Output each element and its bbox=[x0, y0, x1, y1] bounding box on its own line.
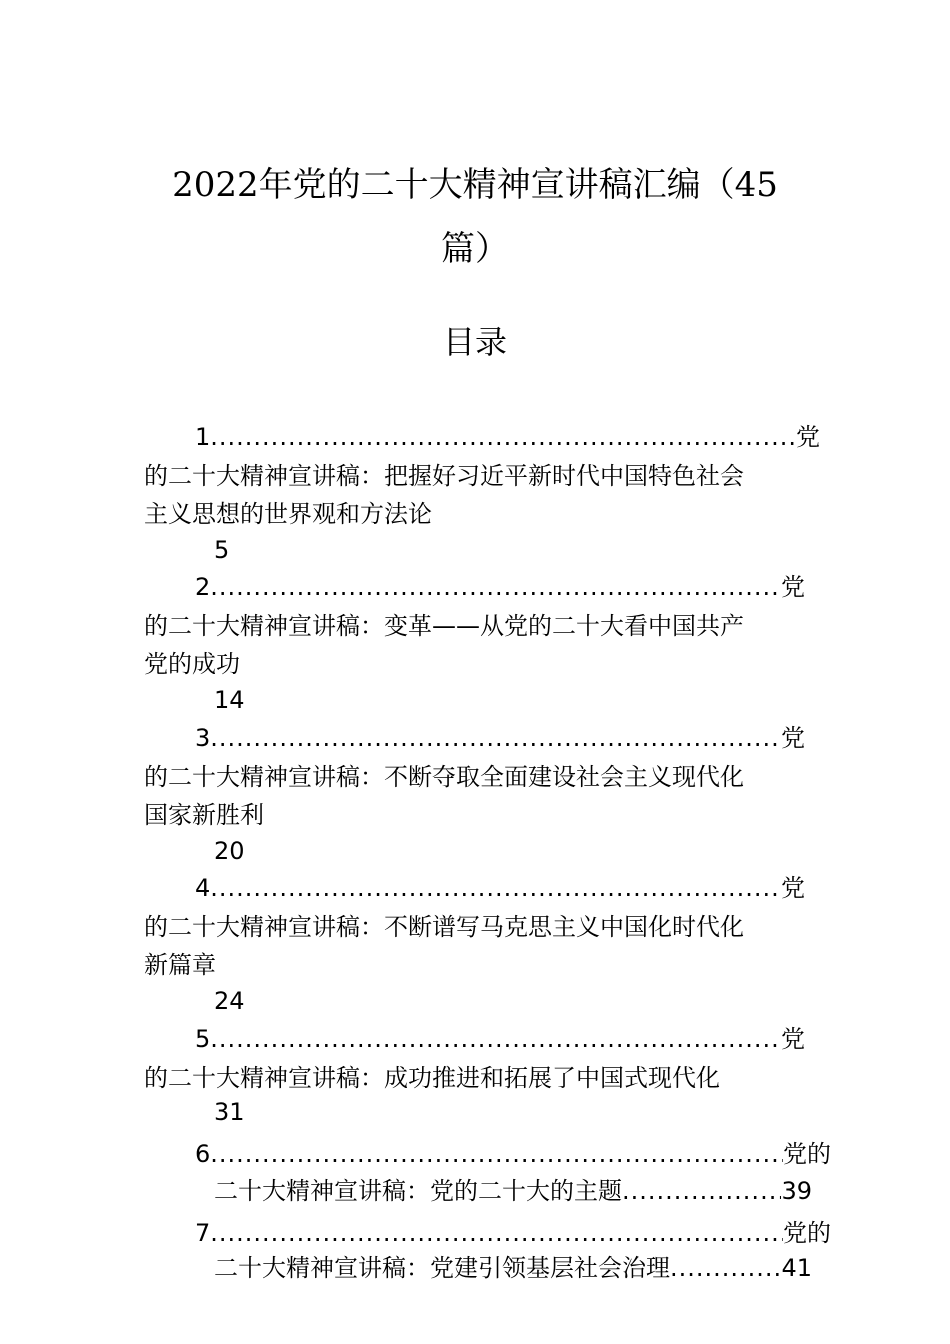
toc-entry-7-text-row[interactable] bbox=[214, 1249, 812, 1287]
leader-dots bbox=[210, 568, 781, 606]
toc-entry-head: 党 bbox=[781, 724, 805, 752]
toc-entry-head: 党的 bbox=[783, 1140, 831, 1168]
leader-dots bbox=[210, 1020, 781, 1058]
toc-entry-text: 二十大精神宣讲稿：党的二十大的主题 bbox=[214, 1177, 622, 1205]
toc-entry-number: 3 bbox=[195, 724, 211, 752]
toc-entry-number: 7 bbox=[195, 1219, 211, 1247]
toc-heading: 目录 bbox=[442, 323, 507, 361]
toc-entry-3-text-1[interactable]: 的二十大精神宣讲稿：不断夺取全面建设社会主义现代化 bbox=[144, 763, 744, 791]
leader-dots bbox=[210, 1214, 783, 1252]
toc-entry-4-page: 24 bbox=[214, 987, 245, 1015]
toc-entry-1-page: 5 bbox=[214, 536, 230, 564]
toc-entry-2-text-1[interactable]: 的二十大精神宣讲稿：变革——从党的二十大看中国共产 bbox=[144, 612, 744, 640]
toc-entry-head: 党 bbox=[796, 423, 820, 451]
toc-entry-6-text-row[interactable] bbox=[214, 1172, 812, 1210]
toc-entry-5-lead[interactable] bbox=[195, 1020, 805, 1058]
leader-dots bbox=[210, 1135, 783, 1173]
toc-entry-3-text-2[interactable]: 国家新胜利 bbox=[144, 801, 264, 829]
toc-entry-1-lead[interactable] bbox=[195, 418, 820, 456]
toc-entry-page: 41 bbox=[781, 1254, 812, 1282]
leader-dots bbox=[210, 869, 781, 907]
toc-entry-head: 党 bbox=[781, 874, 805, 902]
toc-entry-number: 1 bbox=[195, 423, 211, 451]
toc-entry-1-text-1[interactable]: 的二十大精神宣讲稿：把握好习近平新时代中国特色社会 bbox=[144, 462, 744, 490]
toc-entry-number: 5 bbox=[195, 1025, 211, 1053]
toc-entry-3-lead[interactable] bbox=[195, 719, 805, 757]
toc-entry-4-lead[interactable] bbox=[195, 869, 805, 907]
title-line-2: 篇） bbox=[441, 229, 509, 269]
toc-entry-3-page: 20 bbox=[214, 837, 245, 865]
toc-entry-head: 党 bbox=[781, 1025, 805, 1053]
toc-entry-2-page: 14 bbox=[214, 686, 245, 714]
toc-entry-6-lead[interactable] bbox=[195, 1135, 831, 1173]
toc-entry-head: 党的 bbox=[783, 1219, 831, 1247]
toc-entry-5-text-1[interactable]: 的二十大精神宣讲稿：成功推进和拓展了中国式现代化 bbox=[144, 1064, 720, 1092]
toc-entry-7-lead[interactable] bbox=[195, 1214, 831, 1252]
toc-entry-5-page: 31 bbox=[214, 1098, 245, 1126]
toc-entry-page: 39 bbox=[781, 1177, 812, 1205]
leader-dots bbox=[210, 418, 796, 456]
toc-entry-number: 6 bbox=[195, 1140, 211, 1168]
toc-entry-2-lead[interactable] bbox=[195, 568, 805, 606]
document-title bbox=[160, 156, 790, 278]
leader-dots bbox=[622, 1172, 781, 1210]
toc-entry-text: 二十大精神宣讲稿：党建引领基层社会治理 bbox=[214, 1254, 670, 1282]
toc-entry-number: 4 bbox=[195, 874, 211, 902]
title-line-1: 2022年党的二十大精神宣讲稿汇编（45 bbox=[172, 165, 778, 205]
toc-entry-4-text-1[interactable]: 的二十大精神宣讲稿：不断谱写马克思主义中国化时代化 bbox=[144, 913, 744, 941]
toc-entry-head: 党 bbox=[781, 573, 805, 601]
toc-entry-number: 2 bbox=[195, 573, 211, 601]
toc-entry-4-text-2[interactable]: 新篇章 bbox=[144, 951, 216, 979]
toc-entry-1-text-2[interactable]: 主义思想的世界观和方法论 bbox=[144, 500, 432, 528]
leader-dots bbox=[670, 1249, 781, 1287]
toc-entry-2-text-2[interactable]: 党的成功 bbox=[144, 650, 240, 678]
leader-dots bbox=[210, 719, 781, 757]
